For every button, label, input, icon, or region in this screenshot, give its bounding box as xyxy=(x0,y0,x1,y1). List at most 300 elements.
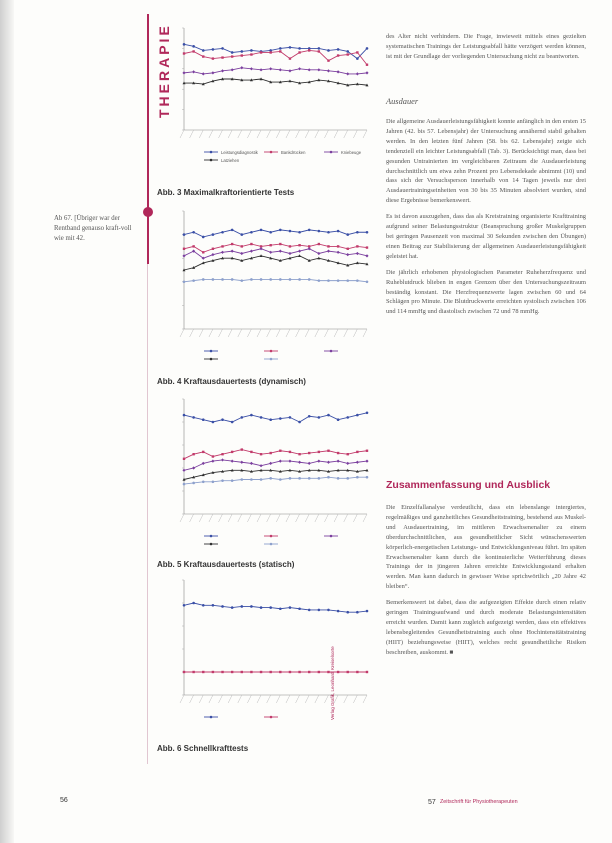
x-tick-label xyxy=(247,514,251,522)
quote-marker-dot xyxy=(143,207,153,217)
data-point xyxy=(221,671,223,673)
data-point xyxy=(356,671,358,673)
section-tab-label: THERAPIE xyxy=(156,23,172,118)
data-point xyxy=(356,252,359,255)
x-tick-label xyxy=(315,130,319,138)
data-point xyxy=(337,54,339,56)
x-tick-label xyxy=(344,695,348,703)
data-point xyxy=(231,606,234,609)
legend-marker xyxy=(330,535,333,538)
data-point xyxy=(202,671,204,673)
series-line-5 xyxy=(184,477,367,484)
data-point xyxy=(327,476,330,479)
data-point xyxy=(318,50,320,52)
data-point xyxy=(269,278,272,281)
data-point xyxy=(240,233,243,236)
data-point xyxy=(318,47,321,50)
data-point xyxy=(308,68,311,71)
x-tick-label xyxy=(267,514,271,522)
x-tick-label xyxy=(353,130,357,138)
data-point xyxy=(337,477,340,480)
data-point xyxy=(337,671,339,673)
data-point xyxy=(365,254,368,257)
x-tick-label xyxy=(199,329,203,337)
data-point xyxy=(221,479,224,482)
data-point xyxy=(356,611,359,614)
data-point xyxy=(298,477,301,480)
data-point xyxy=(202,418,205,421)
data-point xyxy=(250,243,252,245)
x-tick-label xyxy=(190,514,194,522)
data-point xyxy=(298,231,301,234)
data-point xyxy=(366,476,369,479)
legend-marker xyxy=(210,151,213,154)
legend-marker xyxy=(210,358,213,361)
data-point xyxy=(337,279,340,282)
data-point xyxy=(260,51,262,53)
text-intro xyxy=(386,32,586,68)
data-point xyxy=(269,452,271,454)
x-tick-label xyxy=(324,695,328,703)
x-tick-label xyxy=(247,695,251,703)
legend-marker xyxy=(270,716,273,719)
data-point xyxy=(308,229,311,232)
page-number-right: 57 xyxy=(428,799,436,806)
data-point xyxy=(366,412,369,415)
series-line-4 xyxy=(184,256,367,270)
x-tick-label xyxy=(199,514,203,522)
x-tick-label xyxy=(180,695,184,703)
data-point xyxy=(182,254,185,257)
data-point xyxy=(192,416,195,419)
data-point xyxy=(221,605,224,608)
data-point xyxy=(279,229,282,232)
data-point xyxy=(250,49,253,52)
data-point xyxy=(347,53,349,55)
data-point xyxy=(259,247,262,250)
data-point xyxy=(279,478,282,481)
data-point xyxy=(192,50,194,52)
data-point xyxy=(318,451,320,453)
x-tick-label xyxy=(276,514,280,522)
data-point xyxy=(308,247,311,250)
data-point xyxy=(202,49,205,52)
legend-marker xyxy=(330,350,333,353)
data-point xyxy=(192,45,195,48)
data-point xyxy=(202,462,205,465)
data-point xyxy=(298,671,300,673)
data-point xyxy=(327,450,329,452)
x-tick-label xyxy=(228,130,232,138)
data-point xyxy=(318,671,320,673)
x-tick-label xyxy=(180,130,184,138)
data-point xyxy=(260,278,263,281)
x-tick-label xyxy=(334,130,338,138)
x-tick-label xyxy=(228,514,232,522)
data-point xyxy=(250,67,253,70)
data-point xyxy=(202,481,205,484)
data-point xyxy=(337,418,340,421)
data-point xyxy=(259,464,262,467)
data-point xyxy=(241,54,243,56)
data-point xyxy=(182,71,185,74)
data-point xyxy=(183,233,186,236)
data-point xyxy=(279,460,282,463)
data-point xyxy=(308,609,311,612)
data-point xyxy=(240,478,243,481)
data-point xyxy=(192,466,195,469)
data-point xyxy=(318,416,321,419)
data-point xyxy=(298,461,301,464)
x-tick-label xyxy=(199,695,203,703)
data-point xyxy=(346,416,349,419)
data-point xyxy=(211,253,214,256)
data-point xyxy=(337,230,340,233)
x-tick-label xyxy=(209,130,213,138)
x-tick-label xyxy=(334,514,338,522)
data-point xyxy=(212,421,215,424)
data-point xyxy=(221,245,223,247)
x-tick-label xyxy=(324,514,328,522)
legend-marker xyxy=(330,151,333,154)
chart-fig6 xyxy=(168,574,373,739)
data-point xyxy=(347,248,349,250)
paragraph-summary-2: Bemerkenswert ist dabei, dass die aufgezeigten Effekte durch einen relativ geringen Trainingsaufwand und durch moderate Belastungsintensitäten erreicht wurden. Damit kann zugleich aufgezeigt werden, dass ein effektives lebensbegleitendes Gesundheitstraining auch ohne Hochintensitätstraining (HIIT) beziehungsweise (HIIT), welches recht gesundheitliche Risiken beschreiben, auskommt. ■ xyxy=(386,599,586,656)
data-point xyxy=(212,278,215,281)
data-point xyxy=(221,231,224,234)
legend-marker xyxy=(270,543,273,546)
x-tick-label xyxy=(219,130,223,138)
data-point xyxy=(289,278,292,281)
data-point xyxy=(202,72,205,75)
x-tick-label xyxy=(219,695,223,703)
x-tick-label xyxy=(286,130,290,138)
paragraph-ausdauer-1: Die allgemeine Ausdauerleistungsfähigkeit konnte anfänglich in den ersten 15 Jahren (42. bis 57. Lebensjahr) der Untersuchung annähernd stabil gehalten werden. In den letzten fünf Jahren (58. bis 62. Lebensjahr) zeigte sich tendenziell ein leichter Leistungsabfall (Tab. 3). Berücksichtigt man, dass bei gesunden Untrainierten im vergleichbaren Zeitraum die Ausdauerleistung durchschnittlich um etwa zehn Prozent pro Lebensdekade abnimmt (10) und dass sich der Versuchsperson innerhalb von 14 Tagen jeweils nur drei Ausdauertrainingseinheiten von 30 bis 35 Minuten absolviert wurden, sind diese Ergebnisse bemerkenswert. xyxy=(386,118,586,205)
data-point xyxy=(366,246,368,248)
data-point xyxy=(260,229,263,232)
data-point xyxy=(356,461,359,464)
data-point xyxy=(346,50,349,53)
x-tick-label xyxy=(315,514,319,522)
data-point xyxy=(240,605,243,608)
data-point xyxy=(298,421,301,424)
data-point xyxy=(250,451,252,453)
data-point xyxy=(221,69,224,72)
x-tick-label xyxy=(276,695,280,703)
data-point xyxy=(327,461,330,464)
data-point xyxy=(346,72,349,75)
data-point xyxy=(279,68,282,71)
data-point xyxy=(289,46,292,49)
x-tick-label xyxy=(257,329,261,337)
data-point xyxy=(250,278,253,281)
footer-brand: Zeitschrift für Physiotherapeuten xyxy=(440,799,518,805)
data-point xyxy=(231,243,233,245)
data-point xyxy=(288,69,291,72)
x-tick-label xyxy=(363,329,367,337)
data-point xyxy=(183,458,185,460)
data-point xyxy=(356,51,358,53)
data-point xyxy=(231,278,234,281)
series-line-1 xyxy=(184,413,367,422)
data-point xyxy=(327,49,330,52)
x-tick-label xyxy=(276,329,280,337)
x-tick-label xyxy=(228,329,232,337)
data-point xyxy=(346,279,349,282)
data-point xyxy=(240,252,243,255)
x-tick-label xyxy=(257,130,261,138)
data-point xyxy=(231,68,234,71)
data-point xyxy=(192,245,194,247)
data-point xyxy=(250,478,253,481)
x-tick-label xyxy=(219,329,223,337)
paragraph-intro: des Alter nicht verhindern. Die Frage, inwieweit mittels eines gezielten systematischen Trainings der Leistungsabfall hätte verzögert werden können, ist mit der Grundlage der vorliegenden Untersuchung nicht zu beantworten. xyxy=(386,33,586,60)
data-point xyxy=(221,458,224,461)
data-point xyxy=(347,671,349,673)
data-point xyxy=(366,281,369,284)
data-point xyxy=(289,416,292,419)
data-point xyxy=(279,607,282,610)
data-point xyxy=(231,55,233,57)
page-number-left: 56 xyxy=(60,797,68,804)
legend-marker xyxy=(270,350,273,353)
data-point xyxy=(327,69,330,72)
data-point xyxy=(202,236,205,239)
paragraph-ausdauer-2: Es ist davon auszugehen, dass das als Kreistraining organisierte Krafttraining aufgrund seiner Belastungsstruktur (Beanspruchung großer Muskelgruppen bei geringen Pausenzeit von maximal 30 Sekunden zwischen den Übungen) einen Beitrag zur Stabilisierung der allgemeinen Ausdauerleistungsfähigkeit geleistet hat. xyxy=(386,213,586,260)
data-point xyxy=(192,70,195,73)
data-point xyxy=(231,51,234,54)
data-point xyxy=(298,244,300,246)
data-point xyxy=(192,602,195,605)
data-point xyxy=(183,248,185,250)
data-point xyxy=(221,453,223,455)
data-point xyxy=(240,66,243,69)
data-point xyxy=(183,52,185,54)
data-point xyxy=(202,604,205,607)
x-tick-label xyxy=(199,130,203,138)
data-point xyxy=(289,230,292,233)
caption-fig6: Abb. 6 Schnellkrafttests xyxy=(157,744,249,753)
data-point xyxy=(289,245,291,247)
data-point xyxy=(231,421,234,424)
data-point xyxy=(221,56,223,58)
data-point xyxy=(288,460,291,463)
data-point xyxy=(298,47,301,50)
paragraph-ausdauer-3: Die jährlich erhobenen physiologischen Parameter Ruheherzfrequenz und Ruheblutdruck blieben in engen Grenzen über den Untersuchungszeitraum beständig konstant. Die Herzfrequenzwerte lagen zwischen 60 und 64 Schlägen pro Minute. Die Blutdruckwerte erreichten systolisch zwischen 106 und 114 mmHg und diastolisch zwischen 72 und 78 mmHg. xyxy=(386,268,586,316)
data-point xyxy=(279,243,281,245)
data-point xyxy=(279,278,282,281)
x-tick-label xyxy=(209,514,213,522)
x-tick-label xyxy=(276,130,280,138)
data-point xyxy=(231,460,234,463)
caption-fig5: Abb. 5 Kraftausdauertests (statisch) xyxy=(157,560,295,569)
data-point xyxy=(327,250,330,253)
data-point xyxy=(356,72,359,75)
data-point xyxy=(202,55,204,57)
data-point xyxy=(308,278,311,281)
x-tick-label xyxy=(228,695,232,703)
legend-marker xyxy=(270,151,273,154)
data-point xyxy=(183,483,186,486)
data-point xyxy=(337,48,340,51)
x-tick-label xyxy=(238,695,242,703)
section-divider-line xyxy=(147,264,148,764)
data-point xyxy=(250,250,253,253)
x-tick-label xyxy=(353,329,357,337)
data-point xyxy=(192,231,195,234)
data-point xyxy=(240,279,243,282)
x-tick-label xyxy=(324,329,328,337)
data-point xyxy=(269,231,272,234)
x-tick-label xyxy=(353,695,357,703)
x-tick-label xyxy=(180,329,184,337)
data-point xyxy=(212,248,214,250)
x-tick-label xyxy=(324,130,328,138)
data-point xyxy=(346,253,349,256)
data-point xyxy=(356,231,359,234)
data-point xyxy=(279,47,282,50)
data-point xyxy=(327,279,330,282)
x-tick-label xyxy=(257,695,261,703)
data-point xyxy=(366,231,369,234)
data-point xyxy=(241,448,243,450)
data-point xyxy=(318,609,321,612)
legend-marker xyxy=(210,535,213,538)
data-point xyxy=(308,452,310,454)
x-tick-label xyxy=(353,514,357,522)
data-point xyxy=(308,462,311,465)
data-point xyxy=(308,49,310,51)
data-point xyxy=(298,250,301,253)
text-ausdauer xyxy=(386,117,586,323)
data-point xyxy=(298,278,301,281)
x-tick-label xyxy=(315,695,319,703)
series-line-5 xyxy=(184,279,367,281)
x-tick-label xyxy=(305,514,309,522)
data-point xyxy=(183,604,186,607)
data-point xyxy=(202,278,205,281)
data-point xyxy=(317,460,320,463)
data-point xyxy=(240,50,243,53)
data-point xyxy=(221,418,224,421)
data-point xyxy=(241,245,243,247)
x-tick-label xyxy=(267,695,271,703)
data-point xyxy=(269,51,271,53)
data-point xyxy=(337,70,340,73)
data-point xyxy=(298,51,300,53)
x-tick-label xyxy=(267,329,271,337)
x-tick-label xyxy=(296,695,300,703)
data-point xyxy=(308,477,311,480)
x-tick-label xyxy=(344,130,348,138)
data-point xyxy=(337,610,340,613)
data-point xyxy=(183,671,185,673)
data-point xyxy=(327,414,330,417)
text-summary xyxy=(386,503,586,664)
x-tick-label xyxy=(247,130,251,138)
data-point xyxy=(221,251,224,254)
x-tick-label xyxy=(180,514,184,522)
data-point xyxy=(346,462,349,465)
legend-label: Kniebeuge xyxy=(341,149,362,155)
data-point xyxy=(212,57,214,59)
data-point xyxy=(298,607,301,610)
data-point xyxy=(240,416,243,419)
data-point xyxy=(192,453,194,455)
series-line-2 xyxy=(184,50,367,64)
data-point xyxy=(269,251,272,254)
paragraph-summary-1: Die Einzelfallanalyse verdeutlicht, dass ein lebenslange intergiertes, regelmäßiges und ganzheitliches Gesundheitstraining, bestehend aus Muskel- und Ausdauertraining, im mittleren Erwachsenenalter zu einem überdurchschnittlichen, aus gesundheitlicher Sicht wünschenswerten körperlich-energetischen Leistungs- und Entwicklungsniveau führt. Im späten Erwachsenenalter kann durch die kontinuierliche Weiterführung dieses Trainings der in jüngeren Jahren erreichte Entwicklungsstand erhalten werden. Man kann dadurch in gewisser Weise sprichwörtlich „20 Jahre 42 bleiben“. xyxy=(386,504,586,591)
data-point xyxy=(279,671,281,673)
data-point xyxy=(346,233,349,236)
subheading-ausdauer: Ausdauer xyxy=(386,97,419,106)
data-point xyxy=(221,278,224,281)
data-point xyxy=(356,279,359,282)
x-tick-label xyxy=(305,329,309,337)
data-point xyxy=(356,57,359,60)
data-point xyxy=(365,71,368,74)
data-point xyxy=(192,482,195,485)
x-tick-label xyxy=(219,514,223,522)
data-point xyxy=(231,451,233,453)
data-point xyxy=(366,671,368,673)
caption-fig3: Abb. 3 Maximalkraftorientierte Tests xyxy=(157,188,295,197)
data-point xyxy=(337,245,339,247)
data-point xyxy=(318,230,321,233)
data-point xyxy=(202,451,204,453)
x-tick-label xyxy=(286,695,290,703)
data-point xyxy=(202,251,204,253)
x-tick-label xyxy=(190,695,194,703)
series-line-1 xyxy=(184,603,367,612)
data-point xyxy=(241,671,243,673)
chart-fig5 xyxy=(168,393,373,558)
data-point xyxy=(356,414,359,417)
heading-summary: Zusammenfassung und Ausblick xyxy=(386,479,551,491)
data-point xyxy=(269,477,272,480)
data-point xyxy=(279,250,282,253)
data-point xyxy=(260,606,263,609)
data-point xyxy=(346,611,349,614)
x-tick-label xyxy=(257,514,261,522)
data-point xyxy=(269,462,272,465)
legend-label: Latziehen xyxy=(221,157,240,163)
data-point xyxy=(269,244,271,246)
data-point xyxy=(318,243,320,245)
data-point xyxy=(298,67,301,70)
data-point xyxy=(288,252,291,255)
series-line-1 xyxy=(184,44,367,58)
data-point xyxy=(231,671,233,673)
data-point xyxy=(183,43,186,46)
data-point xyxy=(308,415,311,418)
x-tick-label xyxy=(238,329,242,337)
data-point xyxy=(211,460,214,463)
data-point xyxy=(337,460,340,463)
data-point xyxy=(240,461,243,464)
data-point xyxy=(327,245,329,247)
x-tick-label xyxy=(363,514,367,522)
data-point xyxy=(269,606,272,609)
legend-label: Bankdrücken xyxy=(281,149,306,155)
legend-marker xyxy=(210,350,213,353)
x-tick-label xyxy=(190,329,194,337)
data-point xyxy=(337,251,340,254)
data-point xyxy=(250,53,252,55)
data-point xyxy=(212,455,214,457)
x-tick-label xyxy=(344,329,348,337)
data-point xyxy=(231,229,234,232)
